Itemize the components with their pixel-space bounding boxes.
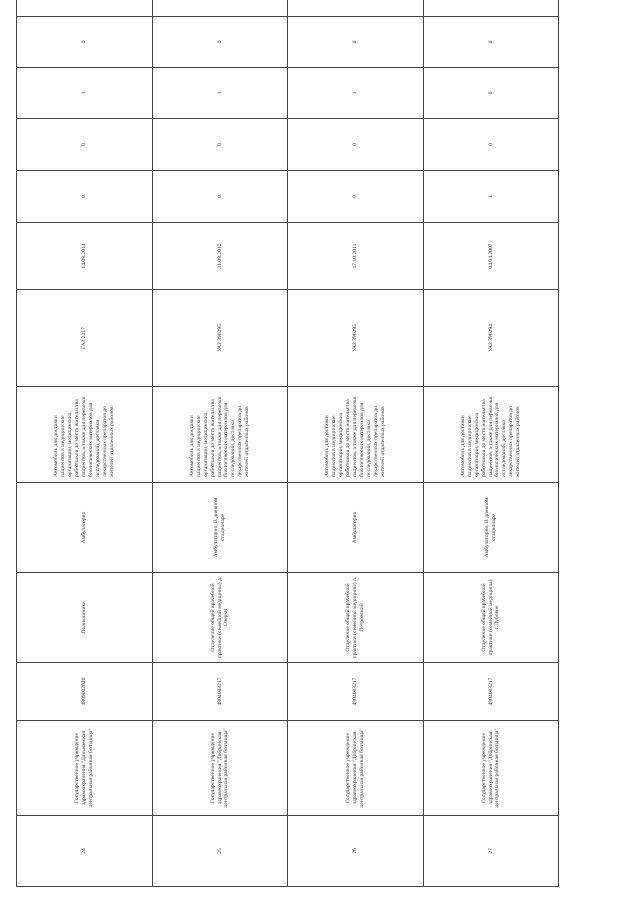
organization-name: Государственное учреждение здравоохранения "Добринская центральная районная больница" <box>424 721 559 816</box>
registration-date: 31.08.2012 <box>153 223 288 290</box>
value-cell: 0 <box>288 119 424 171</box>
department-name: Отделение общей врачебной практики (семейной медицины) д. Озерки <box>153 573 288 663</box>
department-name: Поликлиника <box>17 573 153 663</box>
care-form: Амбулаторно, В дневном стационаре <box>424 483 559 573</box>
value-cell: 1 <box>424 171 559 223</box>
department-name: Отделение общей врачебной практики (семейной медицины) с.Дубовое <box>424 573 559 663</box>
value-cell: 0 <box>17 119 153 171</box>
registration-date: 04.04.2007 <box>424 223 559 290</box>
organization-name: Государственное учреждение здравоохранения "Добринская центральная районная больница" <box>288 721 424 816</box>
value-cell: 0 <box>17 171 153 223</box>
vehicle-model: УАЗ 396295 <box>288 290 424 387</box>
table-row <box>17 0 153 887</box>
table-row <box>424 0 559 887</box>
registration-date: 14.08.2014 <box>17 223 153 290</box>
vehicle-registry-table <box>16 0 559 887</box>
vehicle-purpose: Автомобиль для доставки пациентов в медицинские организации, медицинских работников до места жительства пациентов, а также для перевозки биологических материалов для исследований, доставки лекарственных препаратов до жителей отдаленных районов <box>424 387 559 483</box>
row-number: 26 <box>288 816 424 887</box>
value-cell <box>17 0 153 17</box>
value-cell: 1 <box>153 68 288 119</box>
organization-code: 4804003217 <box>153 663 288 721</box>
value-cell: 1 <box>17 68 153 119</box>
vehicle-purpose: Автомобиль для доставки пациентов в медицинские организации, медицинских работников до места жительства пациентов, а также для перевозки биологических материалов для исследований, доставки лекарственных препаратов до жителей отдаленных районов <box>17 387 153 483</box>
row-number: 24 <box>17 816 153 887</box>
value-cell: 0 <box>153 17 288 68</box>
department-name: Отделение общей врачебной практики (семейной медицины) п. Петровский <box>288 573 424 663</box>
value-cell: 0 <box>288 17 424 68</box>
vehicle-purpose: Автомобиль для доставки пациентов в медицинские организации, медицинских работников до места жительства пациентов, а также для перевозки биологических материалов для исследований, доставки лекарственных препаратов до жителей отдаленных районов <box>288 387 424 483</box>
organization-name: Государственное учреждение здравоохранения "Добринская центральная районная больница" <box>153 721 288 816</box>
table-row <box>153 0 288 887</box>
value-cell: 0 <box>424 119 559 171</box>
care-form: Амбулаторно <box>17 483 153 573</box>
care-form: Амбулаторно <box>288 483 424 573</box>
value-cell <box>288 0 424 17</box>
registration-date: 17.10.2011 <box>288 223 424 290</box>
rotated-page <box>16 16 558 887</box>
care-form: Амбулаторно, В дневном стационаре <box>153 483 288 573</box>
vehicle-model: УАЗ 396295 <box>153 290 288 387</box>
vehicle-model: УАЗ 396294 <box>424 290 559 387</box>
organization-name: Государственное учреждение здравоохранения "Даньковская центральная районная больница" <box>17 721 153 816</box>
organization-code: 4804003217 <box>424 663 559 721</box>
row-number: 25 <box>153 816 288 887</box>
vehicle-purpose: Автомобиль для доставки пациентов в медицинские организации, медицинских работников до места жительства пациентов, а также для перевозки биологических материалов для исследований, доставки лекарственных препаратов до жителей отдаленных районов <box>153 387 288 483</box>
value-cell: 0 <box>288 171 424 223</box>
value-cell: 0 <box>424 68 559 119</box>
value-cell: 0 <box>17 17 153 68</box>
value-cell <box>153 0 288 17</box>
value-cell: 0 <box>153 171 288 223</box>
value-cell: 0 <box>153 119 288 171</box>
organization-code: 4804003217 <box>288 663 424 721</box>
value-cell: 0 <box>424 17 559 68</box>
table-row <box>288 0 424 887</box>
organization-code: 4809002620 <box>17 663 153 721</box>
value-cell <box>424 0 559 17</box>
value-cell: 1 <box>288 68 424 119</box>
row-number: 27 <box>424 816 559 887</box>
vehicle-model: ГАЗ 2217 <box>17 290 153 387</box>
